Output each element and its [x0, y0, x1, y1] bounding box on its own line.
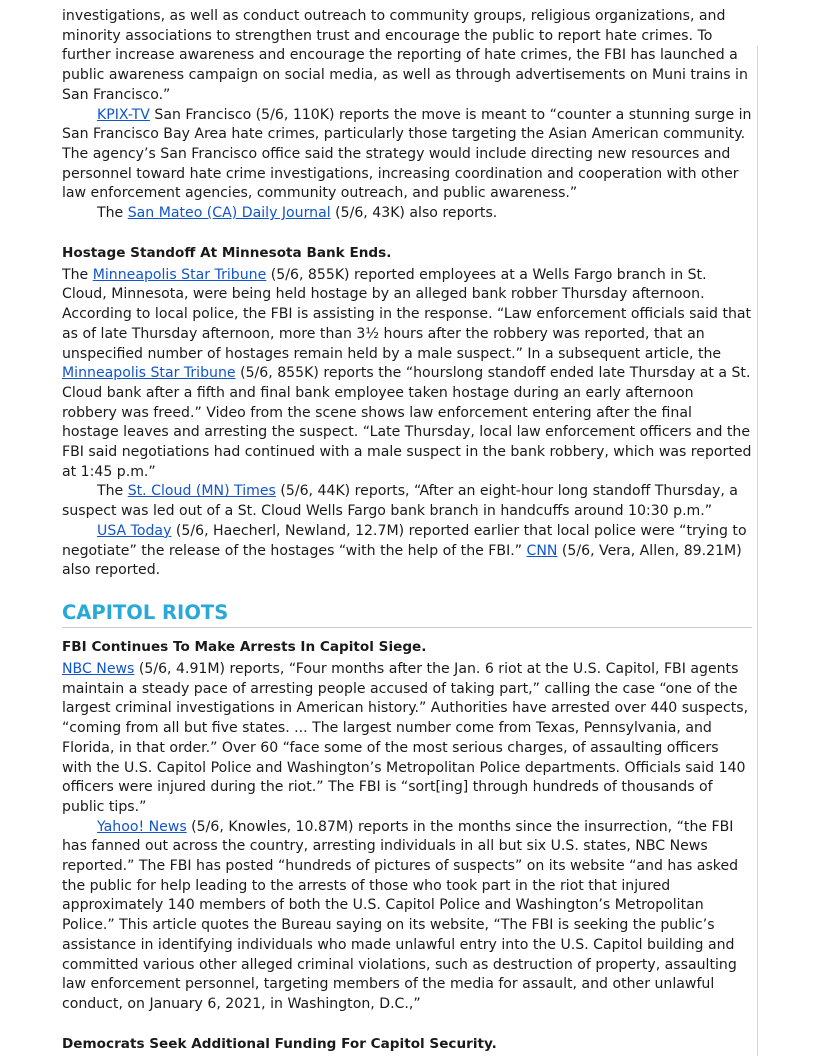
column-divider: [757, 46, 758, 1056]
cnn-link[interactable]: CNN: [526, 542, 558, 559]
hostage-paragraph-3: USA Today (5/6, Haecherl, Newland, 12.7M) reported earlier that local police were “trying to negotiate” the release of the hostages “with the help of the FBI.” CNN (5/6, Vera, Allen, 89.21M) also reported.: [62, 522, 747, 579]
capitol-headline: FBI Continues To Make Arrests In Capitol Siege.: [62, 638, 427, 655]
star-tribune-link-1[interactable]: Minneapolis Star Tribune: [92, 266, 267, 283]
san-mateo-paragraph: The San Mateo (CA) Daily Journal (5/6, 43K) also reports.: [97, 205, 498, 222]
document-body: [62, 7, 752, 1054]
hostage-headline: Hostage Standoff At Minnesota Bank Ends.: [62, 244, 392, 261]
hostage-paragraph-1: The Minneapolis Star Tribune (5/6, 855K) reported employees at a Wells Fargo branch in St. Cloud, Minnesota, were being held hostage by an alleged bank robber Thursday afternoon. According to local police, the FBI is assisting in the response. “Law enforcement officials said that as of late Thursday afternoon, more than 3½ hours after the robbery was reported, that an unspecified number of hostages remain held by a male suspect.” In a subsequent article, the Minneapolis Star Tribune (5/6, 855K) reports the “hourslong standoff ended late Thursday at a St. Cloud bank after a fifth and final bank employee taken hostage during an early afternoon robbery was freed.” Video from the scene shows law enforcement entering after the final hostage leaves and arresting the suspect. “Late Thursday, local law enforcement officers and the FBI said negotiations had continued with a male suspect in the bank robbery, which was reported at 1:45 p.m.”: [62, 266, 752, 480]
section-title-capitol-riots: CAPITOL RIOTS: [62, 601, 752, 628]
capitol-paragraph-1: NBC News (5/6, 4.91M) reports, “Four months after the Jan. 6 riot at the U.S. Capitol, FBI agents maintain a steady pace of arresting people accused of taking part,” calling the case “one of the largest criminal investigations in American history.” Authorities have arrested over 440 suspects, “coming from all but five states. ... The largest number come from Texas, Pennsylvania, and Florida, in that order.” Over 60 “face some of the most serious charges, of assaulting officers with the U.S. Capitol Police and Washington’s Metropolitan Police departments. Officials said 140 officers were injured during the riot.” The FBI is “sort[ing] through hundreds of thousands of public tips.”: [62, 660, 749, 815]
nbc-news-link[interactable]: NBC News: [62, 660, 135, 677]
usa-today-link[interactable]: USA Today: [97, 522, 172, 539]
democrats-headline: Democrats Seek Additional Funding For Capitol Security.: [62, 1035, 497, 1052]
kpix-link[interactable]: KPIX-TV: [97, 106, 150, 123]
st-cloud-times-link[interactable]: St. Cloud (MN) Times: [127, 483, 276, 500]
hate-crime-paragraph-end: investigations, as well as conduct outreach to community groups, religious organizations, and minority associations to strengthen trust and encourage the public to report hate crimes. To further increase awareness and encourage the reporting of hate crimes, the FBI has launched a public awareness campaign on social media, as well as through advertisements on Muni trains in San Francisco.”: [62, 8, 748, 103]
capitol-paragraph-2: Yahoo! News (5/6, Knowles, 10.87M) reports in the months since the insurrection, “the FBI has fanned out across the country, arresting individuals in all but six U.S. states, NBC News reported.” The FBI has posted “hundreds of pictures of suspects” on its website “and has asked the public for help leading to the arrests of those who took part in the riot that injured approximately 140 members of both the U.S. Capitol Police and Washington’s Metropolitan Police.” This article quotes the Bureau saying on its website, “The FBI is seeking the public’s assistance in identifying individuals who made unlawful entry into the U.S. Capitol building and committed various other alleged criminal violations, such as destruction of property, assaulting law enforcement personnel, targeting members of the media for assault, and other unlawful conduct, on January 6, 2021, in Washington, D.C.,”: [62, 818, 739, 1012]
san-mateo-link[interactable]: San Mateo (CA) Daily Journal: [127, 205, 331, 222]
star-tribune-link-2[interactable]: Minneapolis Star Tribune: [62, 365, 236, 382]
kpix-paragraph: KPIX-TV San Francisco (5/6, 110K) reports the move is meant to “counter a stunning surge in San Francisco Bay Area hate crimes, particularly those targeting the Asian American community. The agency’s San Francisco office said the strategy would include directing new resources and personnel toward hate crime investigations, increasing coordination and cooperation with other law enforcement agencies, community outreach, and public awareness.”: [62, 106, 752, 202]
yahoo-news-link[interactable]: Yahoo! News: [97, 818, 187, 835]
hostage-paragraph-2: The St. Cloud (MN) Times (5/6, 44K) reports, “After an eight-hour long standoff Thursday, a suspect was led out of a St. Cloud Wells Fargo bank branch in handcuffs around 10:30 p.m.”: [62, 483, 738, 520]
